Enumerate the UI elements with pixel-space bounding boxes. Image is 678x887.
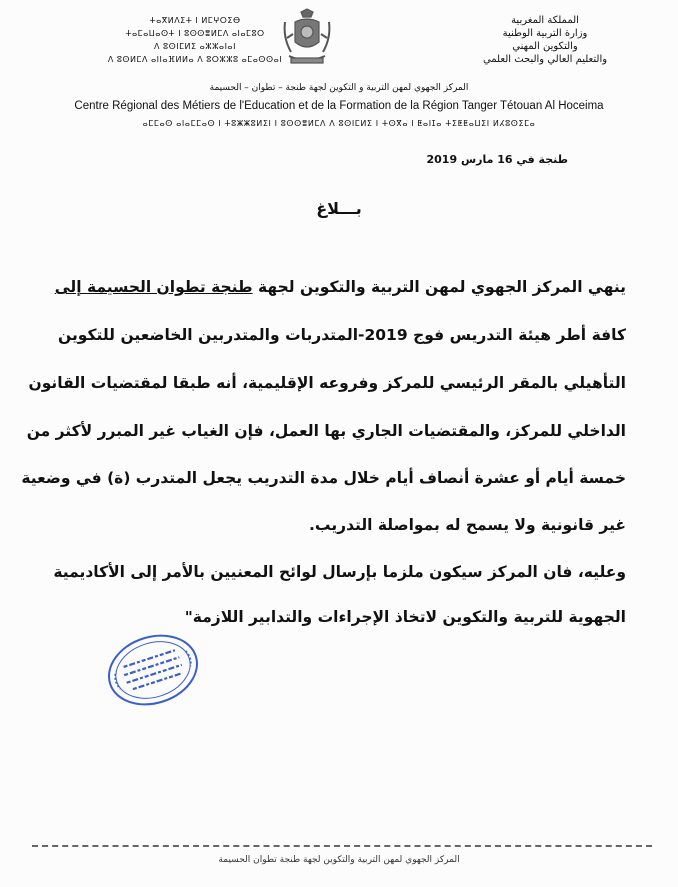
ministry-header-arabic bbox=[460, 14, 630, 66]
footer-text: المركز الجهوي لمهن التربية والتكوين لجهة طنجة تطوان الحسيمة bbox=[218, 855, 460, 865]
ministry-header-tifinagh bbox=[100, 14, 290, 66]
footer-divider bbox=[32, 845, 652, 847]
center-name-tifinagh: ⴰⵎⵎⴰⵙ ⴰⵏⴰⵎⵎⴰⵙ ⵏ ⵜⵓⵥⵥⵓⵍⵉⵏ ⵏ ⵓⵙⵙⴻⵍⵎⴷ ⴷ ⵓⵙⵏⵎⵍⵉ ⵏ ⵜⵙⴳⴰ ⵏ ⵟⴰⵏⵊⴰ ⵜⵉⵟⵟⴰⵡⵉⵏ ⵍⵃⵓⵙⵉⵎⴰ bbox=[142, 119, 536, 128]
document-title: بـــلاغ bbox=[316, 199, 362, 218]
ministry-line: والتعليم العالي والبحث العلمي bbox=[482, 54, 608, 65]
ministry-line: المملكة المغربية bbox=[511, 15, 579, 26]
body-line-2: كافة أطر هيئة التدريس فوج 2019-المتدربات والمتدربين الخاضعين للتكوين bbox=[58, 326, 627, 344]
tifinagh-line: ⵜⴰⴳⵍⴷⵉⵜ ⵏ ⵍⵎⵖⵔⵉⴱ bbox=[149, 16, 241, 25]
tifinagh-line: ⵜⴰⵎⴰⵡⴰⵙⵜ ⵏ ⵓⵙⵙⴻⵍⵎⴷ ⴰⵏⴰⵎⵓⵔ bbox=[125, 29, 265, 38]
body-line-1 bbox=[54, 278, 626, 296]
tifinagh-line: ⴷ ⵓⵙⵍⵎⴷ ⴰⵏⵏⴰⴼⵍⵍⴰ ⴷ ⵓⵔⵣⵣⵓ ⴰⵎⴰⵙⵙⴰⵏ bbox=[107, 55, 283, 64]
body-line-4: الداخلي للمركز، والمقتضيات الجاري بها العمل، فإن الغياب غير المبرر لأكثر من bbox=[26, 422, 626, 440]
center-name-french: Centre Régional des Métiers de l'Education et de la Formation de la Région Tanger Tétouan Al Hoceima bbox=[74, 100, 604, 112]
tifinagh-line: ⴷ ⵓⵙⵏⵎⵍⵉ ⴰⵣⵣⴰⵏⴰⵏ bbox=[154, 42, 236, 51]
body-line-8: الجهوية للتربية والتكوين لاتخاذ الإجراءات والتدابير اللازمة" bbox=[184, 608, 626, 626]
ministry-line: وزارة التربية الوطنية bbox=[502, 28, 588, 39]
body-line-7: وعليه، فان المركز سيكون ملزما بإرسال لوائح المعنيين بالأمر إلى الأكاديمية bbox=[53, 563, 626, 581]
official-stamp-icon bbox=[104, 632, 202, 708]
body-line-6: غير قانونية ولا يسمح له بمواصلة التدريب. bbox=[309, 516, 626, 534]
body-line-3: التأهيلي بالمقر الرئيسي للمركز وفروعه الإقليمية، أنه طبقا لمقتضيات القانون bbox=[28, 374, 626, 392]
center-name-arabic: المركز الجهوي لمهن التربية و التكوين لجهة طنجة – تطوان – الحسيمة bbox=[209, 83, 469, 93]
document-date: طنجة في 16 مارس 2019 bbox=[426, 153, 568, 166]
ministry-line: والتكوين المهني bbox=[512, 41, 578, 52]
body-text: ينهي المركز الجهوي لمهن التربية والتكوين لجهة bbox=[252, 278, 626, 296]
underlined-region: طنجة تطوان الحسيمة إلى bbox=[54, 278, 253, 296]
body-line-5: خمسة أيام أو عشرة أنصاف أيام خلال مدة التدريب يجعل المتدرب (ة) في وضعية bbox=[21, 469, 626, 487]
